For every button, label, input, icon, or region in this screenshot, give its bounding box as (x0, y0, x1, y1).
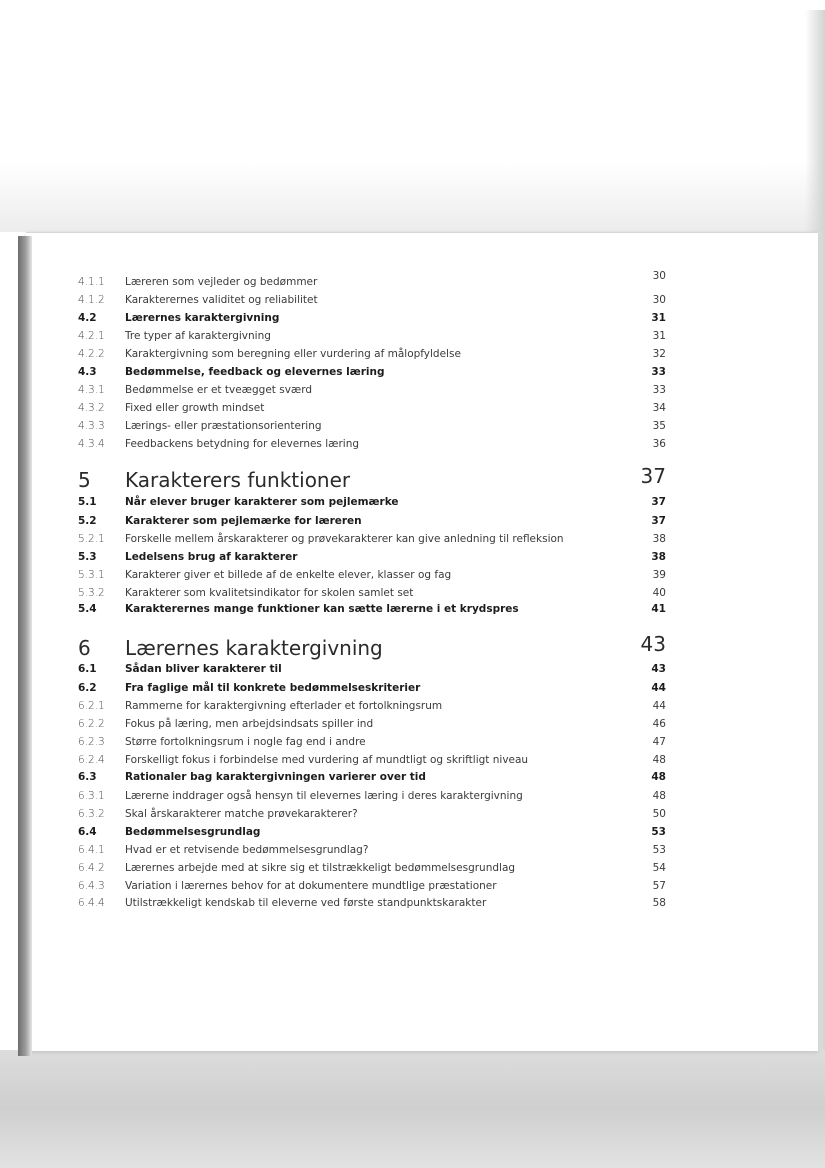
toc-entry-title: Læreren som vejleder og bedømmer (125, 276, 318, 288)
toc-entry (78, 788, 666, 804)
toc-entry (78, 567, 666, 583)
toc-entry (78, 270, 666, 290)
toc-entry-page: 53 (651, 826, 666, 838)
toc-entry-page: 43 (651, 663, 666, 675)
toc-entry-page: 38 (652, 533, 666, 545)
toc-entry (78, 549, 666, 565)
toc-entry-number: 4.3.1 (78, 384, 105, 396)
toc-entry (78, 364, 666, 380)
toc-entry-number: 4.3.2 (78, 402, 105, 414)
toc-entry (78, 328, 666, 344)
toc-entry-page: 44 (652, 700, 666, 712)
toc-entry-title: Karakterernes mange funktioner kan sætte lærerne i et krydspres (125, 603, 519, 615)
toc-entry (78, 346, 666, 362)
toc-entry-page: 39 (652, 569, 666, 581)
toc-entry-page: 33 (652, 384, 666, 396)
toc-entry-number: 4.3.3 (78, 420, 105, 432)
toc-entry-page: 30 (652, 270, 666, 282)
toc-entry-page: 37 (651, 515, 666, 527)
toc-entry-number: 6.3.1 (78, 790, 105, 802)
toc-entry-page: 48 (652, 754, 666, 766)
toc-entry (78, 716, 666, 732)
toc-entry-page: 46 (652, 718, 666, 730)
toc-entry (78, 513, 666, 529)
toc-entry-page: 50 (652, 808, 666, 820)
toc-entry-number: 4.2.1 (78, 330, 105, 342)
toc-entry (78, 895, 666, 911)
toc-entry-title: Feedbackens betydning for elevernes læring (125, 438, 360, 450)
toc-entry-number: 6.3 (78, 771, 97, 783)
toc-entry-page: 32 (652, 348, 666, 360)
toc-entry (78, 310, 666, 326)
toc-entry (78, 698, 666, 714)
toc-entry-page: 37 (651, 496, 666, 508)
chapter-number: 5 (78, 468, 91, 492)
toc-entry-number: 5.3.2 (78, 587, 105, 599)
toc-entry-title: Når elever bruger karakterer som pejlemærke (125, 496, 399, 508)
chapter-page: 37 (640, 464, 666, 488)
toc-entry-page: 44 (651, 682, 666, 694)
toc-entry-number: 6.4.2 (78, 862, 105, 874)
toc-entry-title: Forskelle mellem årskarakterer og prøvekarakterer kan give anledning til refleksion (125, 533, 564, 545)
toc-entry-title: Hvad er et retvisende bedømmelsesgrundlag? (125, 844, 369, 856)
toc-entry (78, 292, 666, 308)
toc-entry-title: Utilstrækkeligt kendskab til eleverne ved første standpunktskarakter (125, 897, 487, 909)
toc-entry-page: 41 (651, 603, 666, 615)
toc-entry (78, 769, 666, 785)
chapter-heading (78, 466, 666, 494)
toc-entry-number: 6.4.3 (78, 880, 105, 892)
toc-entry-number: 6.4.4 (78, 897, 105, 909)
toc-entry-page: 36 (652, 438, 666, 450)
toc-entry-title: Karakterer som kvalitetsindikator for skolen samlet set (125, 587, 414, 599)
chapter-page: 43 (640, 632, 666, 656)
toc-entry-title: Større fortolkningsrum i nogle fag end i andre (125, 736, 366, 748)
toc-entry-title: Lærernes arbejde med at sikre sig et tilstrækkeligt bedømmelsesgrundlag (125, 862, 516, 874)
toc-entry-page: 47 (652, 736, 666, 748)
toc-entry-page: 53 (652, 844, 666, 856)
toc-entry-title: Lærernes karaktergivning (125, 312, 280, 324)
toc-entry-number: 5.2.1 (78, 533, 105, 545)
scan-background-bottom (0, 1050, 825, 1168)
toc-entry-number: 6.4.1 (78, 844, 105, 856)
chapter-number: 6 (78, 636, 91, 660)
toc-entry-title: Skal årskarakterer matche prøvekarakterer? (125, 808, 358, 820)
toc-entry (78, 382, 666, 398)
toc-entry (78, 680, 666, 696)
chapter-title: Karakterers funktioner (125, 468, 351, 492)
toc-entry-number: 6.2.4 (78, 754, 105, 766)
toc-entry-page: 40 (652, 587, 666, 599)
toc-entry-title: Karakterer giver et billede af de enkelte elever, klasser og fag (125, 569, 452, 581)
toc-entry-number: 4.1.1 (78, 276, 105, 288)
toc-entry-number: 6.4 (78, 826, 97, 838)
toc-entry-page: 48 (651, 771, 666, 783)
toc-entry-page: 58 (652, 897, 666, 909)
toc-entry-title: Rationaler bag karaktergivningen varierer over tid (125, 771, 426, 783)
toc-entry (78, 494, 666, 510)
scan-background-top (0, 0, 825, 232)
toc-entry-page: 31 (651, 312, 666, 324)
toc-entry (78, 734, 666, 750)
toc-entry (78, 824, 666, 840)
toc-entry-number: 5.3 (78, 551, 97, 563)
toc-entry-number: 6.2.3 (78, 736, 105, 748)
toc-entry-page: 35 (652, 420, 666, 432)
toc-entry (78, 661, 666, 677)
toc-entry-number: 4.2 (78, 312, 97, 324)
toc-entry-number: 5.2 (78, 515, 97, 527)
toc-entry (78, 842, 666, 858)
toc-entry-title: Ledelsens brug af karakterer (125, 551, 298, 563)
toc-entry-title: Variation i lærernes behov for at dokumentere mundtlige præstationer (125, 880, 497, 892)
toc-entry-number: 4.3.4 (78, 438, 105, 450)
toc-entry-page: 30 (652, 294, 666, 306)
toc-entry-number: 6.2.2 (78, 718, 105, 730)
toc-entry (78, 585, 666, 601)
toc-entry (78, 806, 666, 822)
toc-entry-title: Fixed eller growth mindset (125, 402, 265, 414)
chapter-heading (78, 634, 666, 662)
toc-entry-number: 6.2 (78, 682, 97, 694)
toc-entry-title: Lærings- eller præstationsorientering (125, 420, 322, 432)
toc-entry (78, 531, 666, 547)
toc-entry-number: 5.4 (78, 603, 97, 615)
toc-entry (78, 400, 666, 416)
toc-entry-page: 38 (651, 551, 666, 563)
chapter-title: Lærernes karaktergivning (125, 636, 383, 660)
toc-entry (78, 878, 666, 894)
toc-entry-page: 31 (652, 330, 666, 342)
toc-entry-title: Bedømmelse, feedback og elevernes læring (125, 366, 385, 378)
book-spine-shadow (18, 236, 32, 1056)
toc-entry-number: 6.1 (78, 663, 97, 675)
toc-entry-number: 5.3.1 (78, 569, 105, 581)
toc-entry-title: Karaktergivning som beregning eller vurdering af målopfyldelse (125, 348, 461, 360)
toc-entry-title: Fokus på læring, men arbejdsindsats spiller ind (125, 718, 374, 730)
toc-entry-title: Rammerne for karaktergivning efterlader et fortolkningsrum (125, 700, 443, 712)
toc-entry (78, 601, 666, 617)
toc-entry (78, 418, 666, 434)
toc-entry (78, 860, 666, 876)
toc-entry-page: 33 (651, 366, 666, 378)
toc-entry-page: 54 (652, 862, 666, 874)
toc-entry-number: 4.1.2 (78, 294, 105, 306)
toc-entry-page: 57 (652, 880, 666, 892)
toc-entry-page: 34 (652, 402, 666, 414)
toc-entry-title: Bedømmelse er et tveægget sværd (125, 384, 313, 396)
toc-entry-number: 6.2.1 (78, 700, 105, 712)
toc-entry-title: Sådan bliver karakterer til (125, 663, 282, 675)
toc-entry-number: 4.3 (78, 366, 97, 378)
toc-entry-number: 5.1 (78, 496, 97, 508)
toc-entry-number: 4.2.2 (78, 348, 105, 360)
toc-entry (78, 752, 666, 768)
toc-entry-title: Karakterernes validitet og reliabilitet (125, 294, 318, 306)
toc-entry-title: Forskelligt fokus i forbindelse med vurdering af mundtligt og skriftligt niveau (125, 754, 529, 766)
toc-entry-title: Karakterer som pejlemærke for læreren (125, 515, 362, 527)
toc-entry-title: Fra faglige mål til konkrete bedømmelseskriterier (125, 682, 421, 694)
toc-entry-number: 6.3.2 (78, 808, 105, 820)
toc-entry-title: Tre typer af karaktergivning (125, 330, 271, 342)
toc-entry (78, 436, 666, 452)
toc-entry-page: 48 (652, 790, 666, 802)
toc-entry-title: Bedømmelsesgrundlag (125, 826, 261, 838)
toc-entry-title: Lærerne inddrager også hensyn til elevernes læring i deres karaktergivning (125, 790, 523, 802)
